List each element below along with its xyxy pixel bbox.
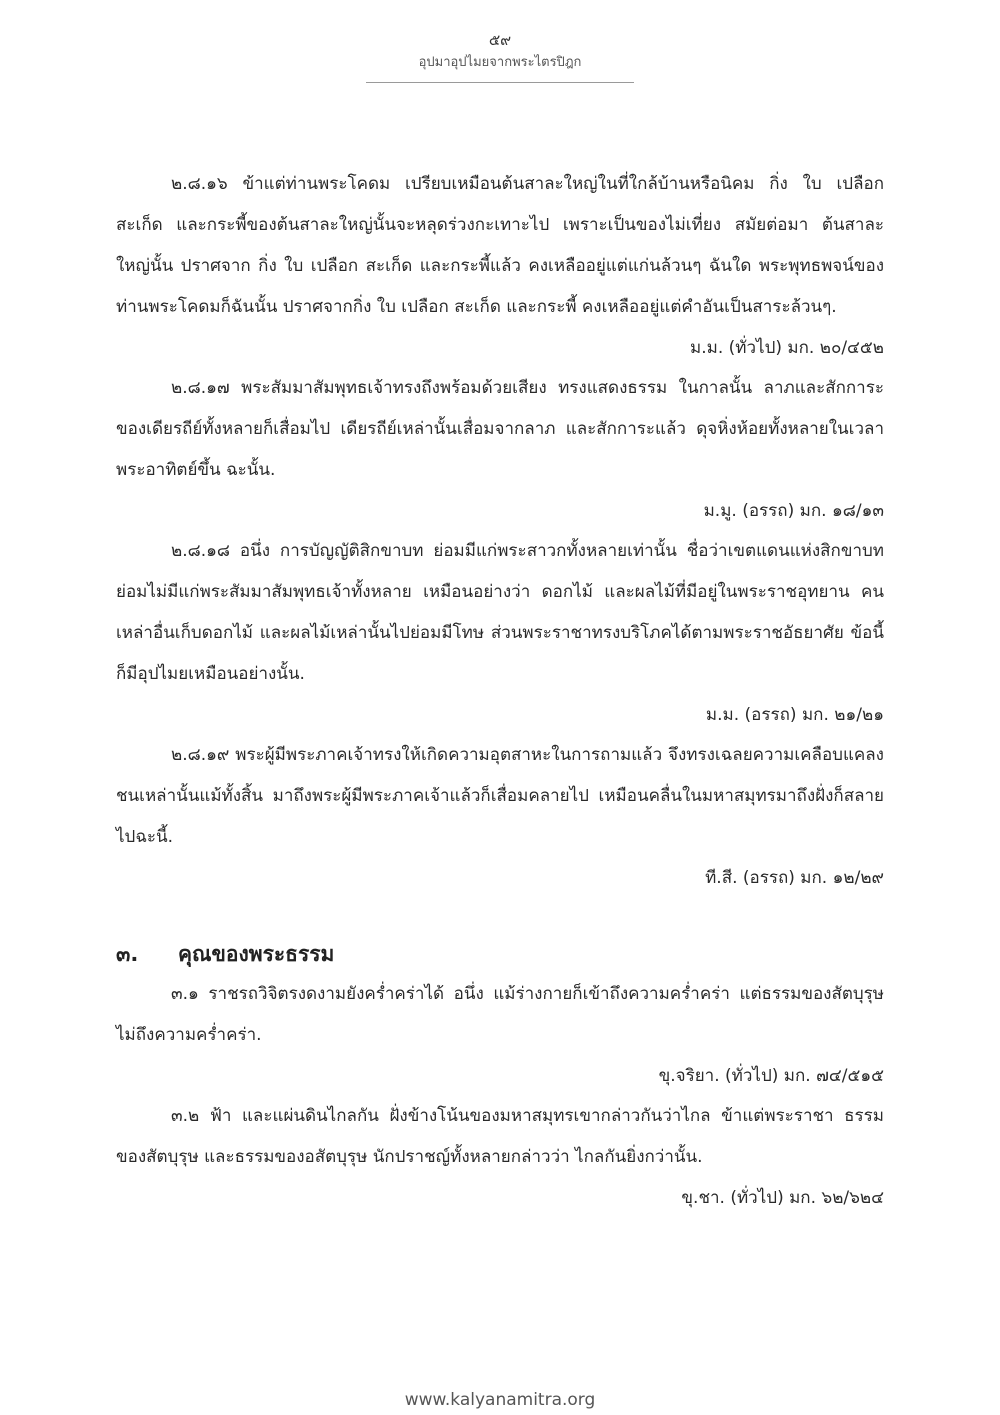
reference-2-8-16: ม.ม. (ทั่วไป) มก. ๒๐/๔๕๒	[690, 338, 884, 358]
reference-2-8-18: ม.ม. (อรรถ) มก. ๒๑/๒๑	[705, 705, 884, 725]
page-header	[0, 28, 1000, 83]
book-title: อุปมาอุปไมยจากพระไตรปิฎก	[418, 55, 582, 70]
page-number: ๕๙	[488, 31, 512, 49]
paragraph-2-8-18: ๒.๘.๑๘ อนึ่ง การบัญญัติสิกขาบท ย่อมมีแก่พระสาวกทั้งหลายเท่านั้น ชื่อว่าเขตแดนแห่งสิกขาบทย่อมไม่มีแก่พระสัมมาสัมพุทธเจ้าทั้งหลาย เหมือนอย่างว่า ดอกไม้ และผลไม้ที่มีอยู่ในพระราชอุทยาน คนเหล่าอื่นเก็บดอกไม้ และผลไม้เหล่านั้นไปย่อมมีโทษ ส่วนพระราชาทรงบริโภคได้ตามพระราชอัธยาศัย ข้อนี้ก็มีอุปไมยเหมือนอย่างนั้น.	[116, 541, 884, 684]
reference-2-8-17: ม.มู. (อรรถ) มก. ๑๘/๑๓	[703, 501, 884, 521]
paragraph-2-8-17: ๒.๘.๑๗ พระสัมมาสัมพุทธเจ้าทรงถึงพร้อมด้วยเสียง ทรงแสดงธรรม ในกาลนั้น ลาภและสักการะของเดียรถีย์ทั้งหลายก็เสื่อมไป เดียรถีย์เหล่านั้นเสื่อมจากลาภ และสักการะแล้ว ดุจหิ่งห้อยทั้งหลายในเวลาพระอาทิตย์ขึ้น ฉะนั้น.	[116, 378, 884, 480]
paragraph-3-1: ๓.๑ ราชรถวิจิตรงดงามยังคร่ำคร่าได้ อนึ่ง แม้ร่างกายก็เข้าถึงความคร่ำคร่า แต่ธรรมของสัตบุรุษไม่ถึงความคร่ำคร่า.	[116, 984, 884, 1045]
page-body	[116, 164, 884, 1218]
section-title: คุณของพระธรรม	[178, 942, 335, 966]
reference-2-8-19: ที.สี. (อรรถ) มก. ๑๒/๒๙	[705, 868, 884, 888]
reference-3-2: ขุ.ชา. (ทั่วไป) มก. ๖๒/๖๒๔	[681, 1188, 884, 1208]
section-number: ๓.	[116, 942, 139, 966]
paragraph-2-8-16: ๒.๘.๑๖ ข้าแต่ท่านพระโคดม เปรียบเหมือนต้นสาละใหญ่ในที่ใกล้บ้านหรือนิคม กิ่ง ใบ เปลือก สะเก็ด และกระพี้ของต้นสาละใหญ่นั้นจะหลุดร่วงกะเทาะไป เพราะเป็นของไม่เที่ยง สมัยต่อมา ต้นสาละใหญ่นั้น ปราศจาก กิ่ง ใบ เปลือก สะเก็ด และกระพี้แล้ว คงเหลืออยู่แต่แก่นล้วนๆ ฉันใด พระพุทธพจน์ของท่านพระโคดมก็ฉันนั้น ปราศจากกิ่ง ใบ เปลือก สะเก็ด และกระพี้ คงเหลืออยู่แต่คำอันเป็นสาระล้วนๆ.	[116, 174, 884, 317]
section-heading	[116, 934, 884, 974]
footer-website: www.kalyanamitra.org	[404, 1390, 596, 1410]
paragraph-2-8-19: ๒.๘.๑๙ พระผู้มีพระภาคเจ้าทรงให้เกิดความอุตสาหะในการถามแล้ว จึงทรงเฉลยความเคลือบแคลง ชนเหล่านั้นแม้ทั้งสิ้น มาถึงพระผู้มีพระภาคเจ้าแล้วก็เสื่อมคลายไป เหมือนคลื่นในมหาสมุทรมาถึงฝั่งก็สลายไปฉะนี้.	[116, 745, 884, 847]
paragraph-3-2: ๓.๒ ฟ้า และแผ่นดินไกลกัน ฝั่งข้างโน้นของมหาสมุทรเขากล่าวกันว่าไกล ข้าแต่พระราชา ธรรมของสัตบุรุษ และธรรมของอสัตบุรุษ นักปราชญ์ทั้งหลายกล่าวว่า ไกลกันยิ่งกว่านั้น.	[116, 1106, 884, 1167]
reference-3-1: ขุ.จริยา. (ทั่วไป) มก. ๗๔/๕๑๕	[658, 1066, 884, 1086]
header-divider	[366, 82, 634, 83]
